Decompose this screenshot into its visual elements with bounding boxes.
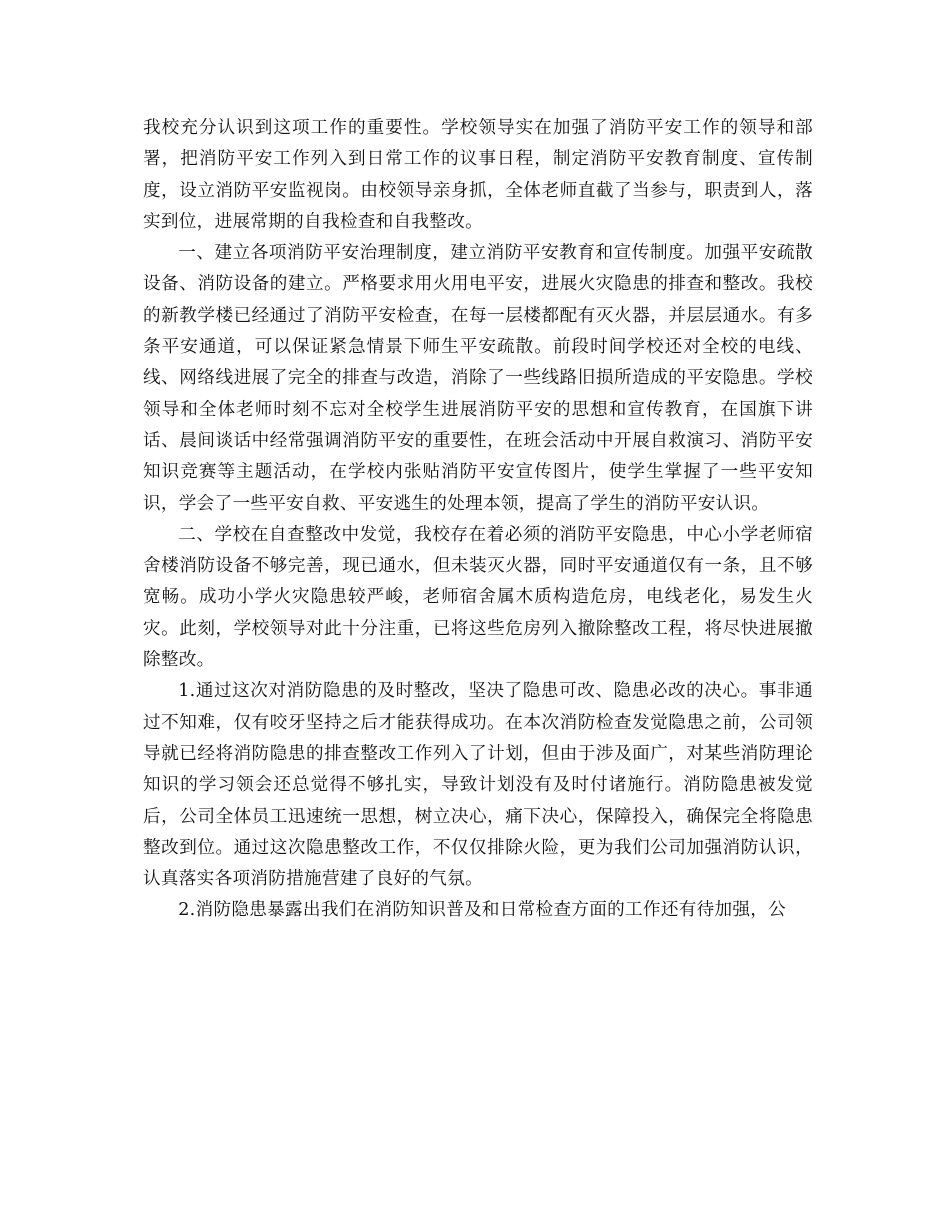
paragraph-section-one: 一、建立各项消防平安治理制度，建立消防平安教育和宣传制度。加强平安疏散设备、消防设备的建立。严格要求用火用电平安，进展火灾隐患的排查和整改。我校的新教学楼已经通过了消防平安检查，在每一层楼都配有灭火器，并层层通水。有多条平安通道，可以保证紧急情景下师生平安疏散。前段时间学校还对全校的电线、线、网络线进展了完全的排查与改造，消除了一些线路旧损所造成的平安隐患。学校领导和全体老师时刻不忘对全校学生进展消防平安的思想和宣传教育，在国旗下讲话、晨间谈话中经常强调消防平安的重要性，在班会活动中开展自救演习、消防平安知识竞赛等主题活动，在学校内张贴消防平安宣传图片，使学生掌握了一些平安知识，学会了一些平安自救、平安逃生的处理本领，提高了学生的消防平安认识。 (143, 243, 813, 514)
paragraph-item-one: 1.通过这次对消防隐患的及时整改，坚决了隐患可改、隐患必改的决心。事非通过不知难，仅有咬牙坚持之后才能获得成功。在本次消防检查发觉隐患之前，公司领导就已经将消防隐患的排查整改工作列入了计划，但由于涉及面广，对某些消防理论知识的学习领会还总觉得不够扎实，导致计划没有及时付诸施行。消防隐患被发觉后，公司全体员工迅速统一思想，树立决心，痛下决心，保障投入，确保完全将隐患整改到位。通过这次隐患整改工作，不仅仅排除火险，更为我们公司加强消防认识，认真落实各项消防措施营建了良好的气氛。 (143, 681, 813, 890)
paragraph-intro: 我校充分认识到这项工作的重要性。学校领导实在加强了消防平安工作的领导和部署，把消防平安工作列入到日常工作的议事日程，制定消防平安教育制度、宣传制度，设立消防平安监视岗。由校领导亲身抓，全体老师直截了当参与，职责到人，落实到位，进展常期的自我检查和自我整改。 (143, 118, 813, 232)
document-body (143, 113, 813, 927)
paragraph-item-two: 2.消防隐患暴露出我们在消防知识普及和日常检查方面的工作还有待加强，公 (178, 900, 787, 921)
paragraph-section-two: 二、学校在自查整改中发觉，我校存在着必须的消防平安隐患，中心小学老师宿舍楼消防设备不够完善，现已通水，但未装灭火器，同时平安通道仅有一条，且不够宽畅。成功小学火灾隐患较严峻，老师宿舍属木质构造危房，电线老化，易发生火灾。此刻，学校领导对此十分注重，已将这些危房列入撤除整改工程，将尽快进展撤除整改。 (143, 524, 813, 671)
